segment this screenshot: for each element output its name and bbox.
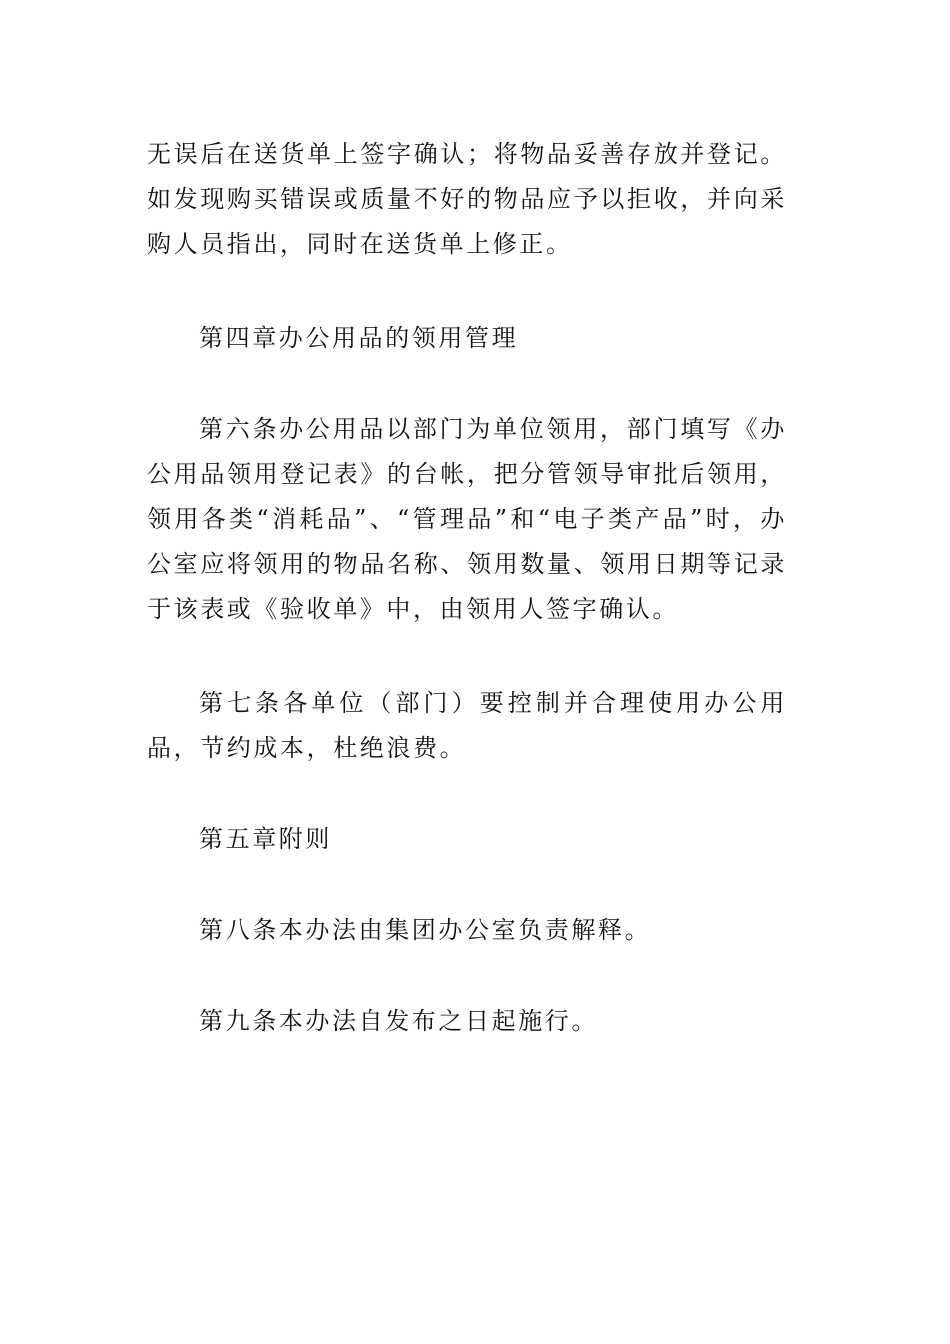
chapter-heading: 第四章办公用品的领用管理 (199, 324, 519, 352)
document-body (147, 132, 787, 1044)
paragraph-article: 第六条办公用品以部门为单位领用，部门填写《办公用品领用登记表》的台帐，把分管领导审批后领用，领用各类“消耗品”、“管理品”和“电子类产品”时，办公室应将领用的物品名称、领用数量、领用日期等记录于该表或《验收单》中，由领用人签字确认。 (147, 415, 787, 623)
paragraph-article: 第八条本办法由集团办公室负责解释。 (199, 916, 652, 944)
paragraph-continuation: 无误后在送货单上签字确认；将物品妥善存放并登记。如发现购买错误或质量不好的物品应予以拒收，并向采购人员指出，同时在送货单上修正。 (147, 140, 787, 258)
chapter-heading: 第五章附则 (199, 825, 332, 853)
paragraph-article: 第九条本办法自发布之日起施行。 (199, 1007, 598, 1035)
paragraph-article: 第七条各单位（部门）要控制并合理使用办公用品，节约成本，杜绝浪费。 (147, 689, 787, 762)
